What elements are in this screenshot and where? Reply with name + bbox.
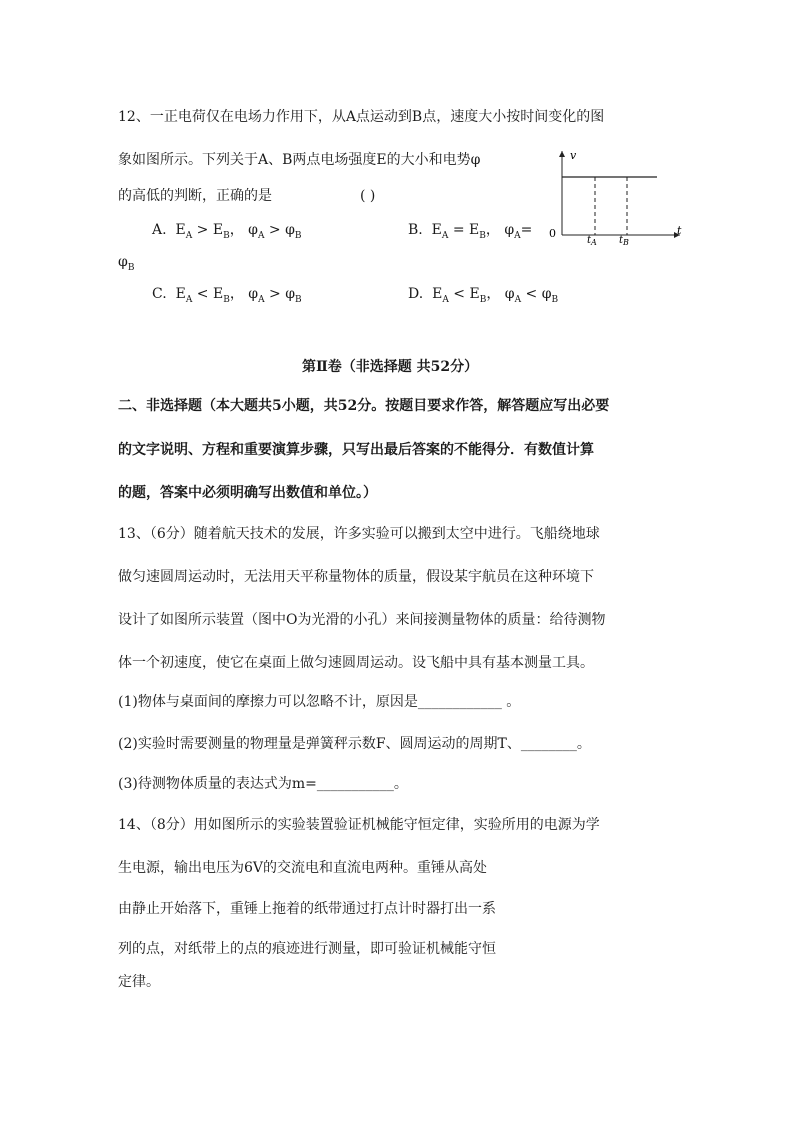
v-axis-arrow (559, 151, 565, 157)
origin-label: 0 (549, 227, 556, 240)
q14-line2: 生电源，输出电压为6V的交流电和直流电两种。重锤从高处 (118, 860, 488, 876)
t-axis-label: t (677, 224, 682, 237)
q13-line2: 做匀速圆周运动时，无法用天平称量物体的质量，假设某宇航员在这种环境下 (118, 569, 594, 585)
q12-answer-paren: ( ) (360, 188, 376, 204)
q13-sub1: (1)物体与桌面间的摩擦力可以忽略不计，原因是____________ 。 (118, 694, 521, 710)
ta-label: $t_A$ (587, 235, 597, 245)
q13-sub3: (3)待测物体质量的表达式为m=___________。 (118, 776, 408, 792)
section2-instr-line3: 的题，答案中必须明确写出数值和单位。） (118, 485, 377, 501)
q12-option-d: D. $E_A < E_B$， $\varphi_A < \varphi_B$ (408, 286, 559, 305)
q12-line2: 象如图所示。下列关于A、B两点电场强度E的大小和电势φ (118, 152, 481, 168)
q13-line4: 体一个初速度，使它在桌面上做匀速圆周运动。设飞船中具有基本测量工具。 (118, 655, 594, 671)
q12-line1: 12、一正电荷仅在电场力作用下，从A点运动到B点，速度大小按时间变化的图 (118, 109, 605, 125)
velocity-time-graph (540, 145, 690, 245)
q14-line3: 由静止开始落下，重锤上拖着的纸带通过打点计时器打出一系 (118, 901, 496, 917)
q14-line4: 列的点，对纸带上的点的痕迹进行测量，即可验证机械能守恒 (118, 941, 496, 957)
q12-option-b: B. $E_A = E_B$， $\varphi_A=$ (408, 222, 533, 241)
v-axis-label: v (570, 149, 577, 162)
q14-line1: 14、（8分）用如图所示的实验装置验证机械能守恒定律，实验所用的电源为学 (118, 817, 600, 833)
q12-line3: 的高低的判断，正确的是 (118, 188, 272, 204)
q12-option-b-wrap: $\varphi_B$ (118, 254, 135, 273)
q12-option-c: C. $E_A < E_B$， $\varphi_A > \varphi_B$ (152, 286, 302, 305)
q14-line5: 定律。 (118, 974, 160, 990)
tb-label: $t_B$ (619, 235, 629, 245)
section2-instr-line1: 二、非选择题（本大题共5小题，共52分。按题目要求作答，解答题应写出必要 (118, 398, 610, 414)
q13-sub2: (2)实验时需要测量的物理量是弹簧秤示数F、圆周运动的周期T、________。 (118, 736, 591, 752)
section2-instr-line2: 的文字说明、方程和重要演算步骤，只写出最后答案的不能得分．有数值计算 (118, 442, 594, 458)
q13-line3: 设计了如图所示装置（图中O为光滑的小孔）来间接测量物体的质量：给待测物 (118, 612, 606, 628)
q13-line1: 13、（6分）随着航天技术的发展，许多实验可以搬到太空中进行。飞船绕地球 (118, 526, 600, 542)
section2-title: 第Ⅱ卷（非选择题 共52分） (302, 359, 479, 375)
q12-option-a: A. $E_A > E_B$， $\varphi_A > \varphi_B$ (152, 222, 302, 241)
